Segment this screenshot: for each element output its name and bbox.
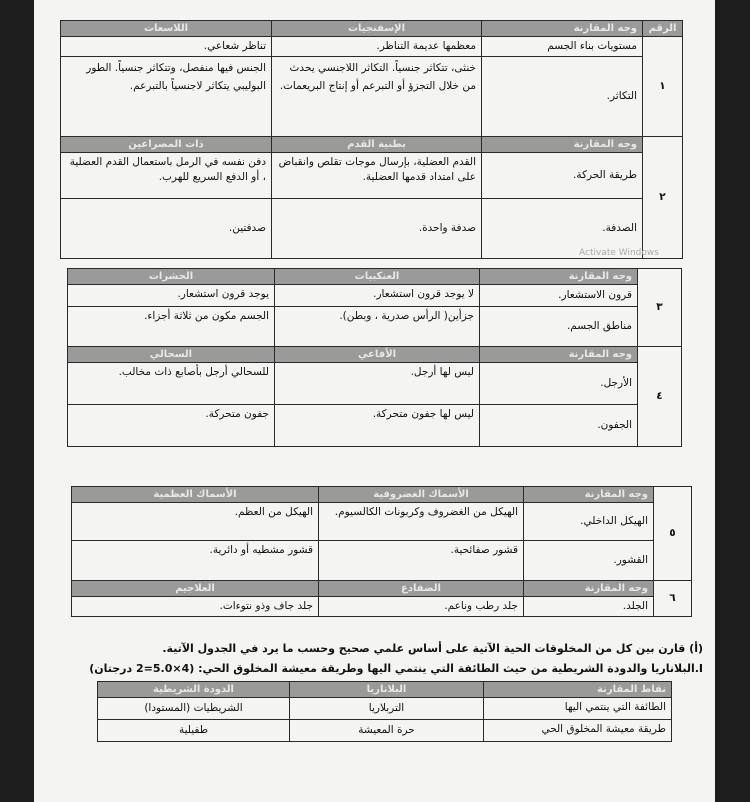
cell-value: الشريطيات (المستودا): [98, 698, 290, 720]
cell-value: للسحالي أرجل بأصابع ذات مخالب.: [68, 363, 275, 405]
comparison-table-3-4: [68, 268, 682, 447]
cell-value: دفن نفسه في الرمل باستعمال القدم العضلية ، أو الدفع السريع للهرب.: [61, 153, 272, 199]
header-comparison: وجه المقارنة: [482, 21, 643, 37]
cell-key: طريقة معيشة المخلوق الحي: [484, 720, 672, 742]
row-number-1: ١: [643, 37, 683, 137]
header-cnidarians: اللاسعات: [61, 21, 272, 37]
cell-value: القدم العضلية، بإرسال موجات تقلص وانقباض على امتداد قدمها العضلية.: [272, 153, 482, 199]
document-page: [34, 0, 715, 802]
header-lizards: السحالي: [68, 347, 275, 363]
row-number-3: ٣: [638, 269, 682, 347]
cell-value: جلد رطب وناعم.: [319, 597, 524, 617]
cell-key: الصدفة.: [482, 199, 643, 259]
cell-value: الهيكل من العظم.: [72, 503, 319, 541]
cell-value: الجسم مكون من ثلاثة أجزاء.: [68, 307, 275, 347]
cell-value: تناظر شعاعي.: [61, 37, 272, 57]
cell-value: يوجد قرون استشعار.: [68, 285, 275, 307]
cell-value: لا يوجد قرون استشعار.: [275, 285, 480, 307]
question-a: (أ) قارن بين كل من المخلوقات الحية الآتية على أساس علمي صحيح وحسب ما يرد في الجدول الآتية.: [162, 642, 703, 655]
cell-value: قشور صفائحية.: [319, 541, 524, 581]
header-bivalves: ذات المصراعين: [61, 137, 272, 153]
header-comparison: وجه المقارنة: [482, 137, 643, 153]
comparison-table-5-6: [72, 486, 692, 617]
cell-value: صدفتين.: [61, 199, 272, 259]
cell-key: الجفون.: [480, 405, 638, 447]
cell-value: طفيلية: [98, 720, 290, 742]
cell-key: الطائفة التي ينتمي اليها: [484, 698, 672, 720]
header-gastropods: بطنية القدم: [272, 137, 482, 153]
cell-value: حرة المعيشة: [290, 720, 484, 742]
header-insects: الحشرات: [68, 269, 275, 285]
header-comparison: وجه المقارنة: [480, 347, 638, 363]
cell-value: قشور مشطيه أو دائرية.: [72, 541, 319, 581]
activate-windows-watermark: Activate Windows: [579, 248, 659, 258]
header-planaria: البلاناريا: [290, 682, 484, 698]
cell-value: الهيكل من الغضروف وكربونات الكالسيوم.: [319, 503, 524, 541]
cell-value: ليس لها جفون متحركة.: [275, 405, 480, 447]
cell-key: الجلد.: [524, 597, 654, 617]
header-comparison: وجه المقارنة: [480, 269, 638, 285]
cell-key: الهيكل الداخلي.: [524, 503, 654, 541]
cell-value: الجنس فيها منفصل، وتتكاثر جنسياً. الطور البوليبي يتكاثر لاجنسياً بالتبرعم.: [61, 57, 272, 137]
header-frogs: الضفادع: [319, 581, 524, 597]
row-number-2: ٢: [643, 137, 683, 259]
comparison-table-7: [98, 681, 672, 742]
cell-value: جفون متحركة.: [68, 405, 275, 447]
header-comparison: وجه المقارنة: [524, 581, 654, 597]
header-tapeworm: الدودة الشريطية: [98, 682, 290, 698]
comparison-table-1-2: [61, 20, 683, 259]
cell-key: الأرجل.: [480, 363, 638, 405]
row-number-5: ٥: [654, 487, 692, 581]
row-number-6: ٦: [654, 581, 692, 617]
header-sponges: الإسفنجيات: [272, 21, 482, 37]
row-number-4: ٤: [638, 347, 682, 447]
cell-key: مناطق الجسم.: [480, 307, 638, 347]
cell-value: جزأين( الرأس صدرية ، وبطن).: [275, 307, 480, 347]
cell-key: القشور.: [524, 541, 654, 581]
cell-value: معظمها عديمة التناظر.: [272, 37, 482, 57]
cell-key: قرون الاستشعار.: [480, 285, 638, 307]
header-number: الرقم: [643, 21, 683, 37]
header-comparison: وجه المقارنة: [524, 487, 654, 503]
cell-value: التربلاريا: [290, 698, 484, 720]
cell-value: صدفة واحدة.: [272, 199, 482, 259]
cell-key: التكاثر.: [482, 57, 643, 137]
question-1: I.البلاناريا والدودة الشريطية من حيث الطائفة التي ينتمي اليها وطريقة معيشة المخلوق الحي: (4×5.0=2 درجتان): [89, 662, 703, 675]
cell-value: جلد جاف وذو نتوءات.: [72, 597, 319, 617]
cell-key: مستويات بناء الجسم: [482, 37, 643, 57]
cell-value: ليس لها أرجل.: [275, 363, 480, 405]
header-arachnids: العنكبيات: [275, 269, 480, 285]
header-bony-fish: الأسماك العظمية: [72, 487, 319, 503]
header-comparison-points: نقاط المقارنة: [484, 682, 672, 698]
header-snakes: الأفاعي: [275, 347, 480, 363]
header-cartilaginous-fish: الأسماك الغضروفية: [319, 487, 524, 503]
cell-value: خنثى، تتكاثر جنسياً. التكاثر اللاجنسي يحدث من خلال التجزؤ أو التبرعم أو إنتاج البريعمات.: [272, 57, 482, 137]
cell-key: طريقة الحركة.: [482, 153, 643, 199]
header-toads: العلاجيم: [72, 581, 319, 597]
